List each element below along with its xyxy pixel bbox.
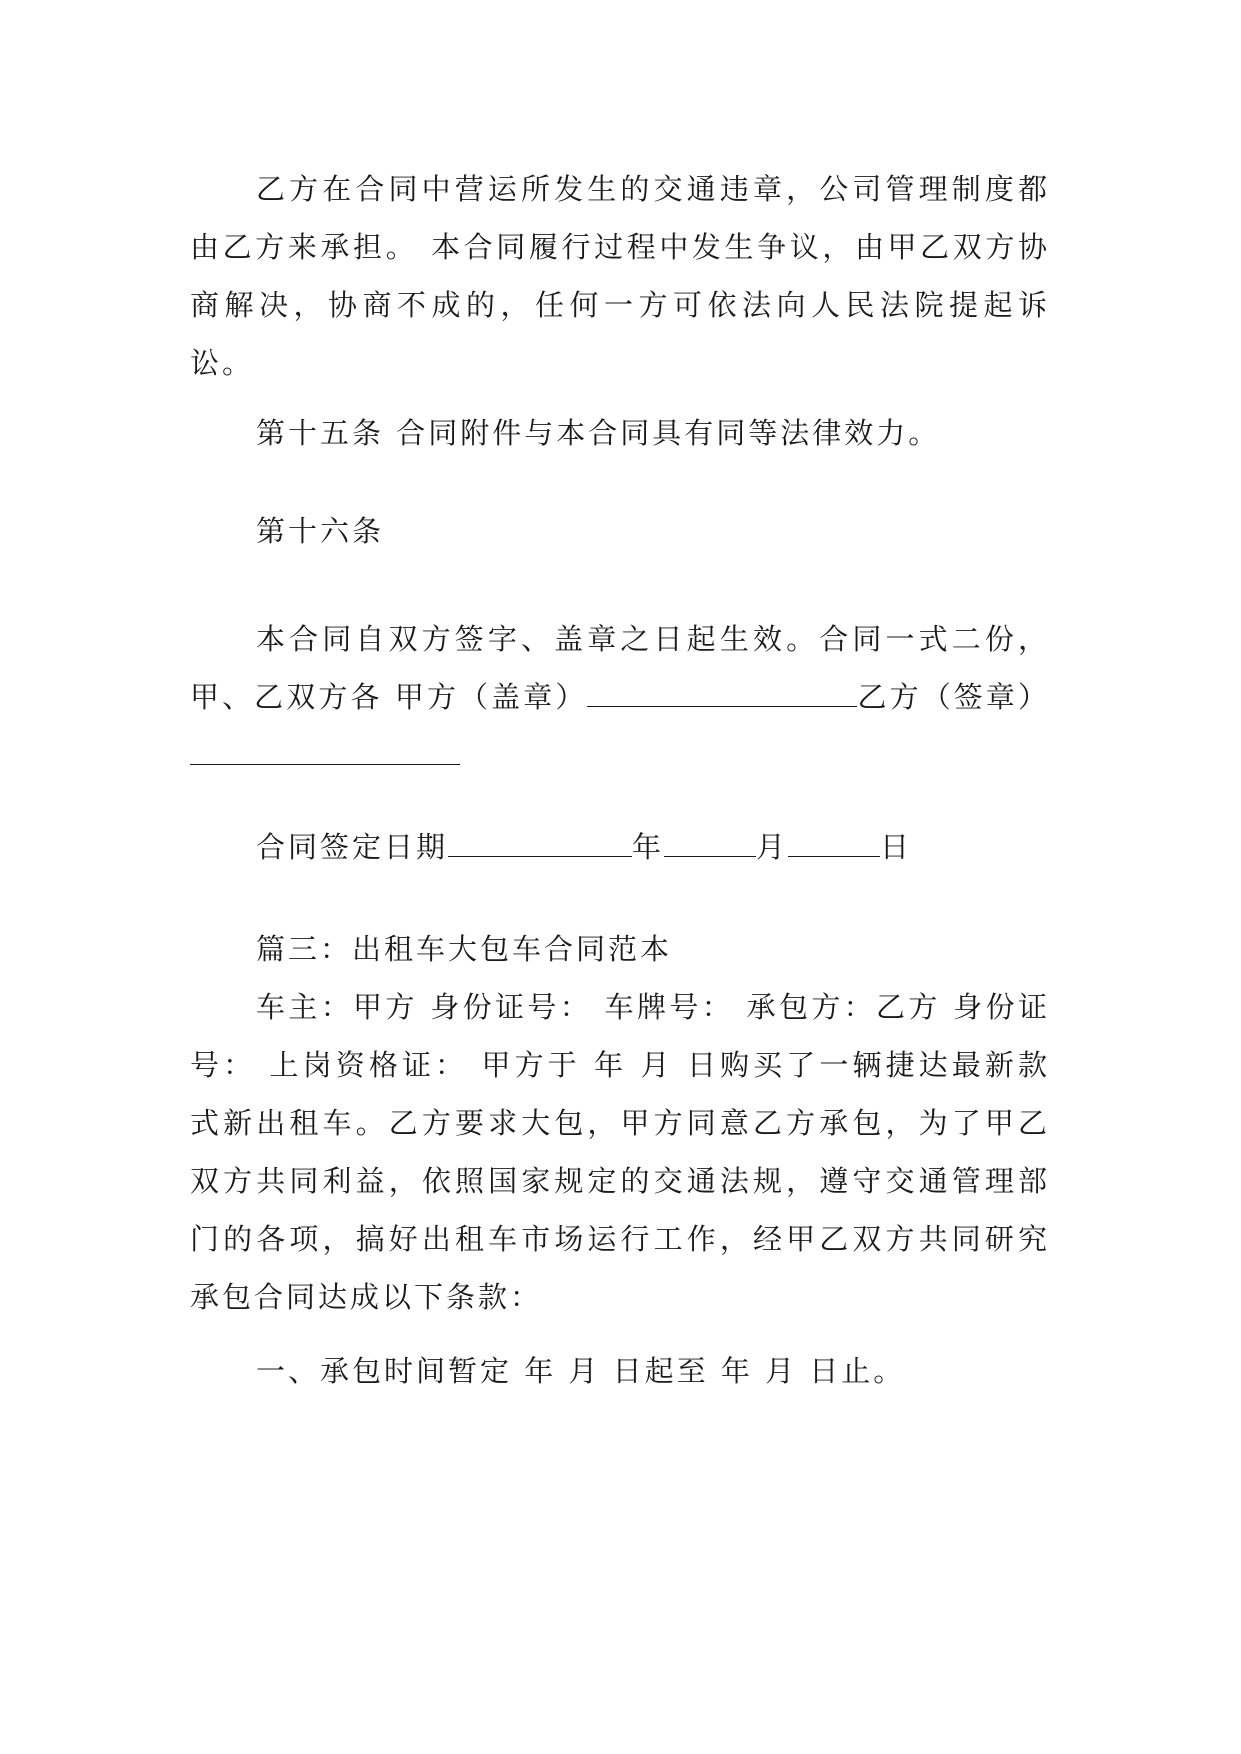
party-b-signature-label: 乙方（签章） bbox=[857, 680, 1050, 714]
paragraph-article-15: 第十五条 合同附件与本合同具有同等法律效力。 bbox=[256, 416, 941, 450]
section-heading-part-three: 篇三：出租车大包车合同范本 bbox=[256, 932, 673, 966]
month-blank bbox=[664, 822, 756, 857]
paragraph-article-16: 第十六条 bbox=[256, 514, 385, 548]
paragraph-traffic-violation: 乙方在合同中营运所发生的交通违章，公司管理制度都由乙方来承担。 本合同履行过程中发生争议，由甲乙双方协商解决，协商不成的，任何一方可依法向人民法院提起诉讼。 bbox=[190, 172, 1050, 380]
year-label: 年 bbox=[632, 830, 665, 864]
paragraph-parties-info: 车主：甲方 身份证号： 车牌号： 承包方：乙方 身份证号： 上岗资格证： 甲方于 年 月 日购买了一辆捷达最新款式新出租车。乙方要求大包，甲方同意乙方承包，为了甲乙双方共同利益，依照国家规定的交通法规，遵守交通管理部门的各项，搞好出租车市场运行工作，经甲乙双方共同研究承包合同达成以下条款： bbox=[190, 990, 1050, 1314]
paragraph-term-one: 一、承包时间暂定 年 月 日起至 年 月 日止。 bbox=[256, 1354, 906, 1388]
effective-text: 本合同自双方签字、盖章之日起生效。合同一式二份，甲、乙双方各 甲方（盖章） bbox=[190, 622, 1050, 714]
party-b-signature-blank bbox=[190, 730, 460, 765]
day-blank bbox=[788, 822, 880, 857]
paragraph-effective-signatures bbox=[190, 610, 1050, 784]
signing-date-label: 合同签定日期 bbox=[256, 830, 449, 864]
party-a-signature-blank bbox=[587, 672, 857, 707]
month-label: 月 bbox=[756, 830, 789, 864]
paragraph-signing-date bbox=[190, 818, 1050, 876]
year-blank bbox=[448, 822, 632, 857]
day-label: 日 bbox=[880, 830, 913, 864]
